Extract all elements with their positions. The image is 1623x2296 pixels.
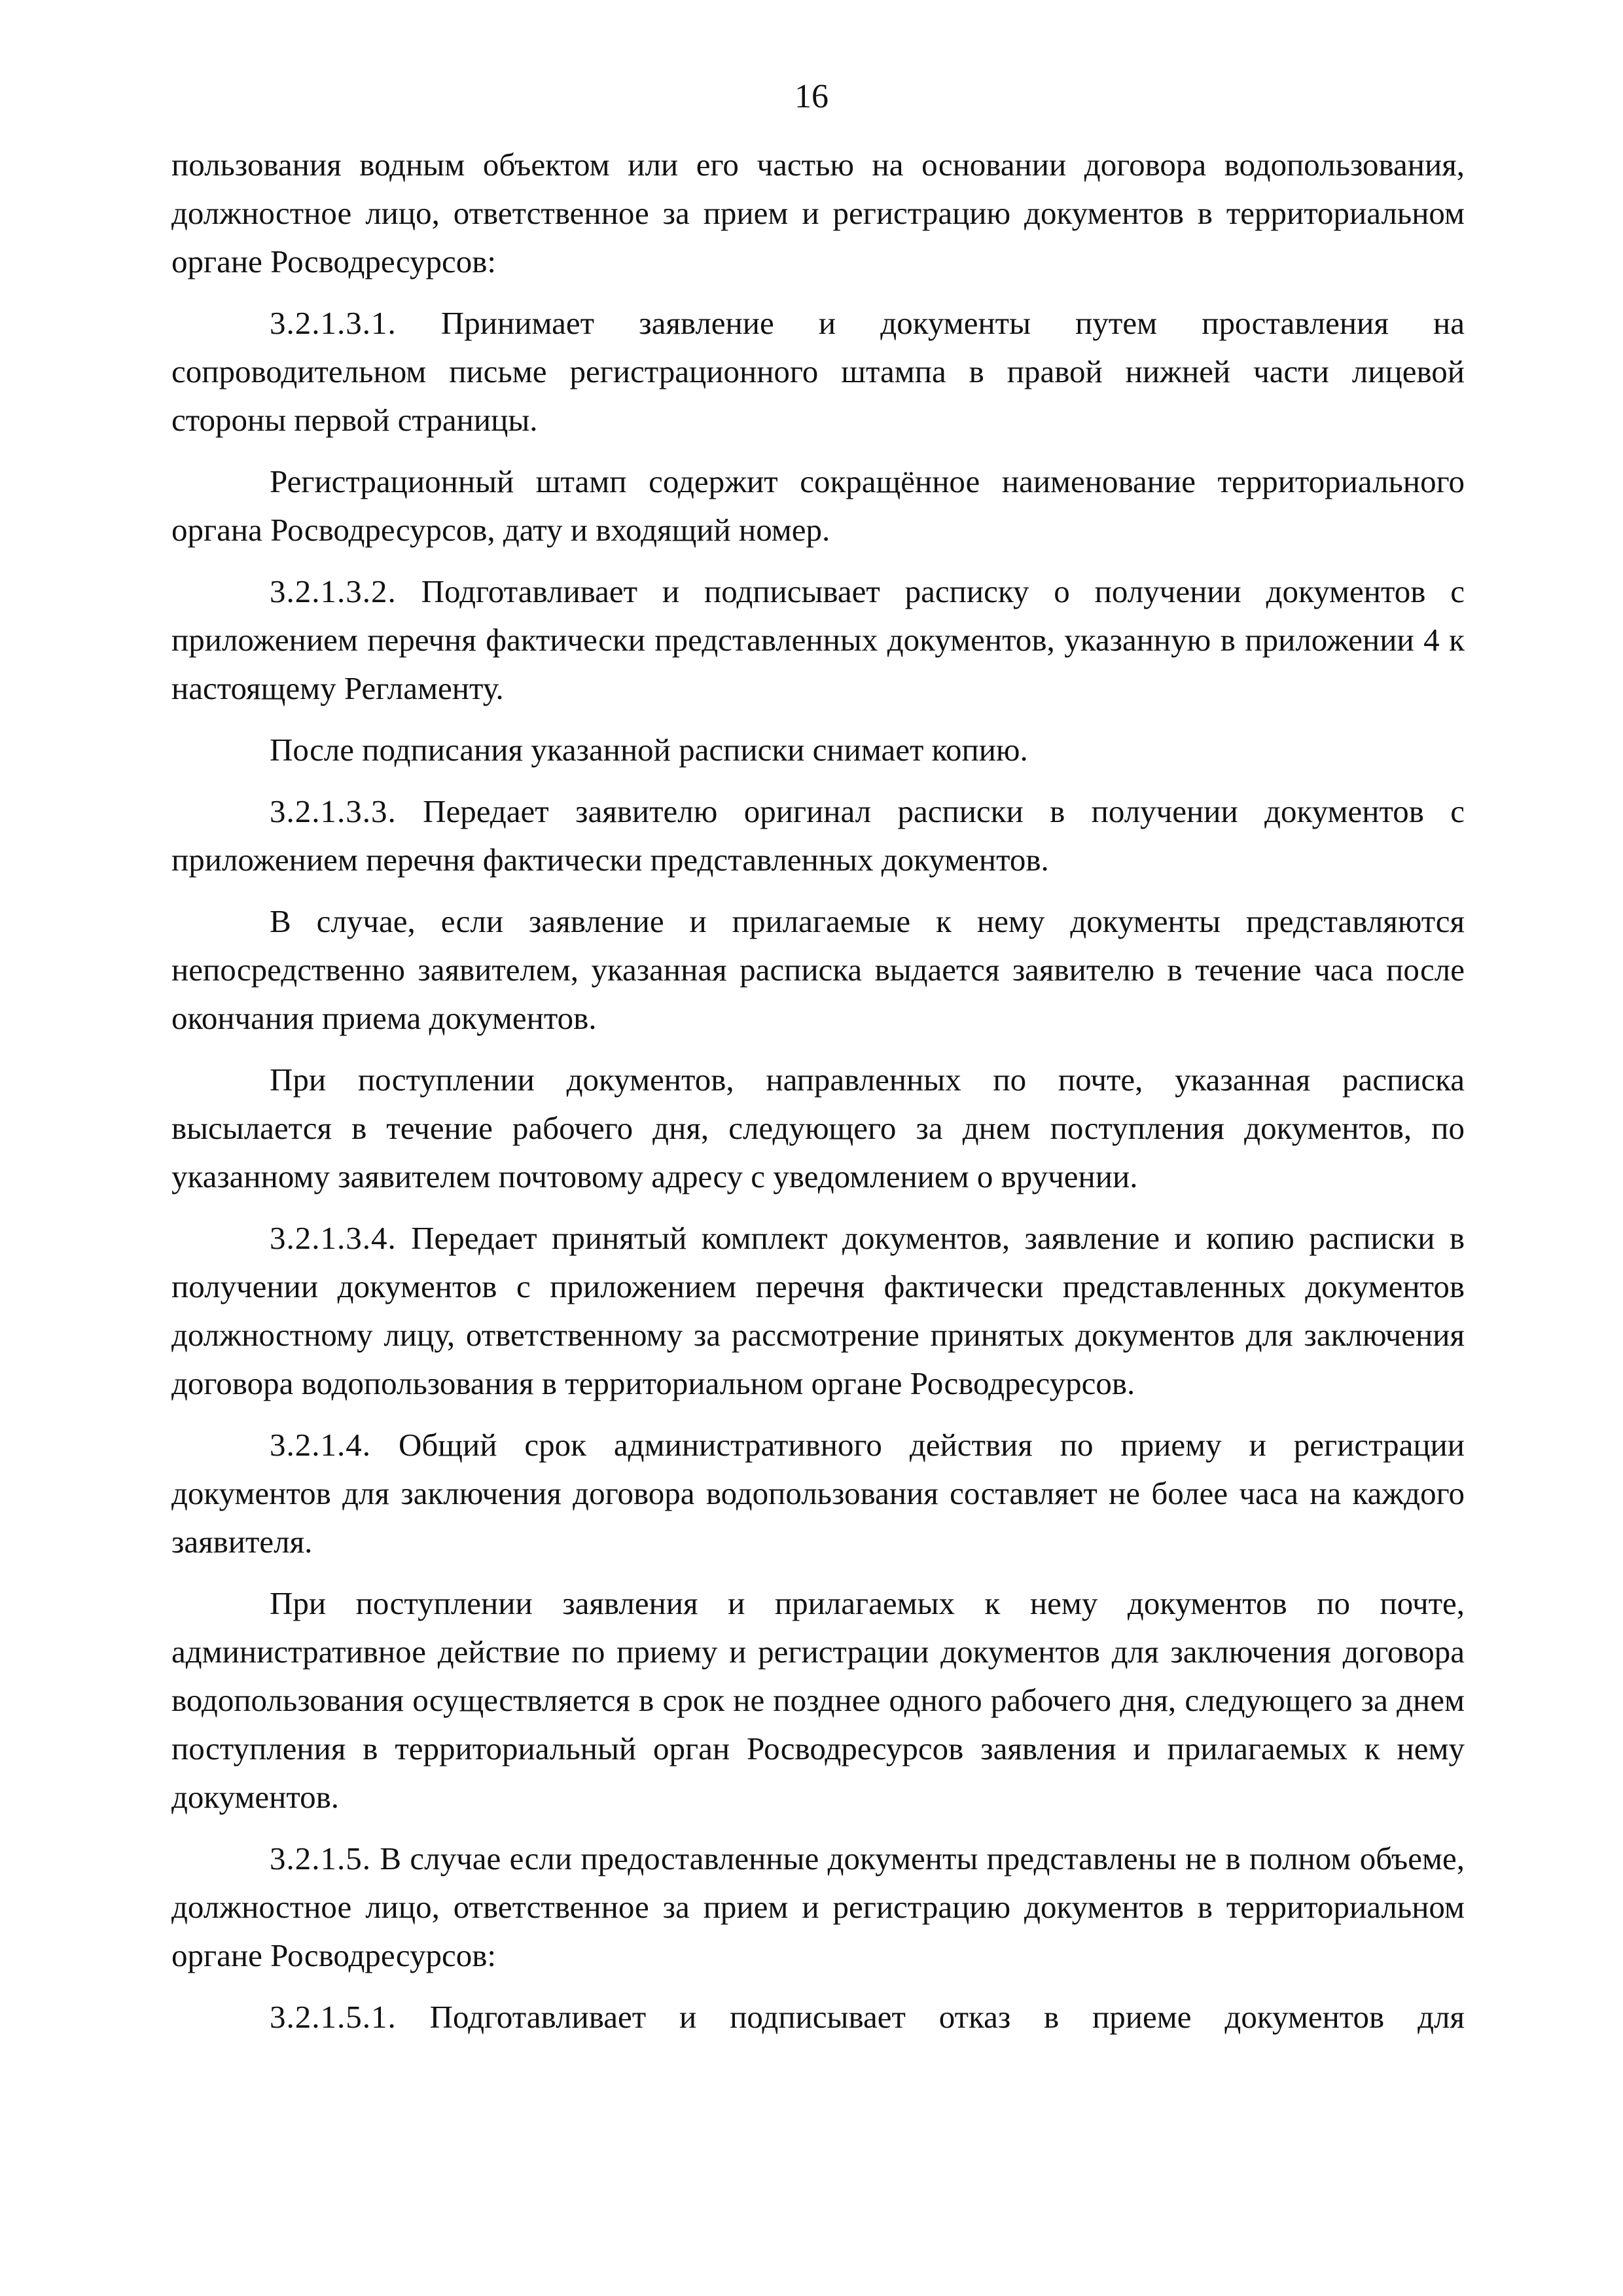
clause-number: 3.2.1.5. (270, 1840, 371, 1876)
clause-number: 3.2.1.4. (270, 1427, 371, 1463)
clause-number: 3.2.1.5.1. (270, 1999, 397, 2035)
clause-number: 3.2.1.3.4. (270, 1220, 397, 1256)
paragraph-text: После подписания указанной расписки снимает копию. (270, 732, 1028, 768)
clause-number: 3.2.1.3.1. (270, 305, 397, 341)
paragraph (171, 457, 1465, 554)
clause-3-2-1-3-3 (171, 787, 1465, 884)
clause-number: 3.2.1.3.3. (270, 793, 397, 829)
paragraph-text: Подготавливает и подписывает отказ в приеме документов для (429, 1999, 1465, 2035)
paragraph-text: Общий срок административного действия по приему и регистрации документов для заключения договора водопользования составляет не более часа на каждого заявителя. (171, 1427, 1465, 1560)
paragraph-text: Передает принятый комплект документов, заявление и копию расписки в получении документов с приложением перечня фактически представленных документов должностному лицу, ответственному за рассмотрение принятых документов для заключения договора водопользования в территориальном органе Росводресурсов. (171, 1220, 1465, 1401)
paragraph-text: При поступлении заявления и прилагаемых к нему документов по почте, административное действие по приему и регистрации документов для заключения договора водопользования осуществляется в срок не позднее одного рабочего дня, следующего за днем поступления в территориальный орган Росводресурсов заявления и прилагаемых к нему документов. (171, 1585, 1465, 1815)
paragraph-text: пользования водным объектом или его частью на основании договора водопользования, должностное лицо, ответственное за прием и регистрацию документов в территориальном органе Росводресурсов: (171, 147, 1465, 279)
paragraph-text: Регистрационный штамп содержит сокращённое наименование территориального органа Росводресурсов, дату и входящий номер. (171, 463, 1465, 548)
clause-3-2-1-5-1 (171, 1993, 1465, 2041)
clause-3-2-1-3-2 (171, 567, 1465, 713)
paragraph-text: При поступлении документов, направленных по почте, указанная расписка высылается в течение рабочего дня, следующего за днем поступления документов, по указанному заявителем почтовому адресу с уведомлением о вручении. (171, 1062, 1465, 1194)
paragraph-text: Передает заявителю оригинал расписки в получении документов с приложением перечня фактически представленных документов. (171, 793, 1465, 878)
paragraph-text: Принимает заявление и документы путем проставления на сопроводительном письме регистрационного штампа в правой нижней части лицевой стороны первой страницы. (171, 305, 1465, 438)
page-number: 16 (794, 78, 829, 115)
paragraph-text: В случае если предоставленные документы представлены не в полном объеме, должностное лицо, ответственное за прием и регистрацию документов в территориальном органе Росводресурсов: (171, 1840, 1465, 1973)
paragraph-text: В случае, если заявление и прилагаемые к нему документы представляются непосредственно заявителем, указанная расписка выдается заявителю в течение часа после окончания приема документов. (171, 903, 1465, 1036)
clause-3-2-1-5 (171, 1835, 1465, 1980)
document-body (171, 141, 1465, 2054)
paragraph (171, 1056, 1465, 1201)
clause-3-2-1-3-4 (171, 1214, 1465, 1408)
clause-3-2-1-4 (171, 1421, 1465, 1566)
paragraph (171, 726, 1465, 774)
paragraph-text: Подготавливает и подписывает расписку о получении документов с приложением перечня фактически представленных документов, указанную в приложении 4 к настоящему Регламенту. (171, 573, 1465, 706)
paragraph (171, 1579, 1465, 1821)
clause-3-2-1-3-1 (171, 299, 1465, 444)
paragraph-continuation (171, 141, 1465, 286)
paragraph (171, 897, 1465, 1043)
clause-number: 3.2.1.3.2. (270, 573, 397, 609)
